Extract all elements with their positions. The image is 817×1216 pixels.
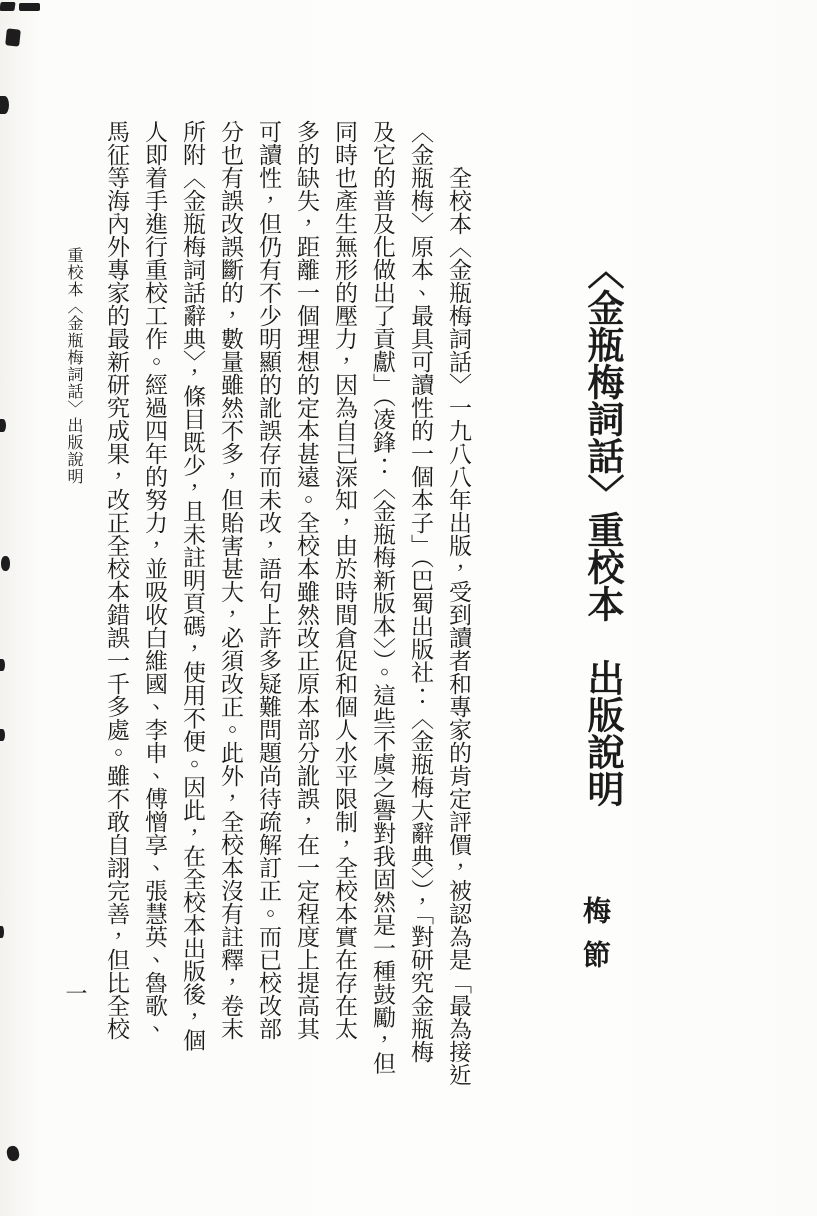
text-column: 及它的普及化做出了貢獻」（凌鋒：〈金瓶梅新版本〉）。這些不虞之譽對我固然是一種鼓勵，但: [370, 120, 395, 1075]
scan-artifact: [1, 556, 10, 571]
scan-artifact: [0, 659, 5, 671]
text-column: 人即着手進行重校工作。經過四年的努力，並吸收白維國、李申、傅憎享、張慧英、魯歌、: [142, 120, 167, 1040]
page-title: 〈金瓶梅詞話〉重校本 出版說明: [581, 252, 622, 807]
text-column: 可讀性，但仍有不少明顯的訛誤存而未改，語句上許多疑難問題尚待疏解訂正。而已校改部: [256, 120, 281, 1040]
text-column: 同時也產生無形的壓力，因為自己深知，由於時間倉促和個人水平限制，全校本實在存在太: [332, 120, 357, 1040]
text-column: 所附〈金瓶梅詞話辭典〉，條目既少，且未註明頁碼，使用不便。因此，在全校本出版後，個: [180, 120, 205, 1052]
main-text-block: [97, 120, 477, 1118]
text-column: 〈金瓶梅〉原本、最具可讀性的一個本子」（巴蜀出版社：〈金瓶梅大辭典〉），「對研究金瓶梅: [408, 120, 433, 1063]
page-number: 一: [63, 982, 88, 1004]
scan-artifact: [0, 419, 6, 432]
text-column: 全校本〈金瓶梅詞話〉一九八八年出版，受到讀者和專家的肯定評價，被認為是「最為接近: [446, 166, 471, 1086]
text-column: 分也有誤改誤斷的，數量雖然不多，但貽害甚大，必須改正。此外，全校本沒有註釋，卷末: [218, 120, 243, 1040]
scan-artifact: [19, 3, 40, 11]
scan-artifact: [6, 1145, 21, 1162]
scan-artifact: [0, 96, 9, 114]
author-name: 梅節: [579, 896, 610, 984]
scan-artifact: [0, 729, 5, 741]
margin-running-header: 重校本〈金瓶梅詞話〉出版說明: [65, 247, 82, 485]
text-column: 多的缺失，距離一個理想的定本甚遠。全校本雖然改正原本部分訛誤，在一定程度上提高其: [294, 120, 319, 1040]
scan-artifact: [0, 2, 16, 11]
scan-artifact: [5, 28, 21, 46]
text-column: 馬征等海內外專家的最新研究成果，改正全校本錯誤一千多處。雖不敢自詡完善，但比全校: [104, 120, 129, 1040]
scan-artifact: [0, 926, 4, 938]
